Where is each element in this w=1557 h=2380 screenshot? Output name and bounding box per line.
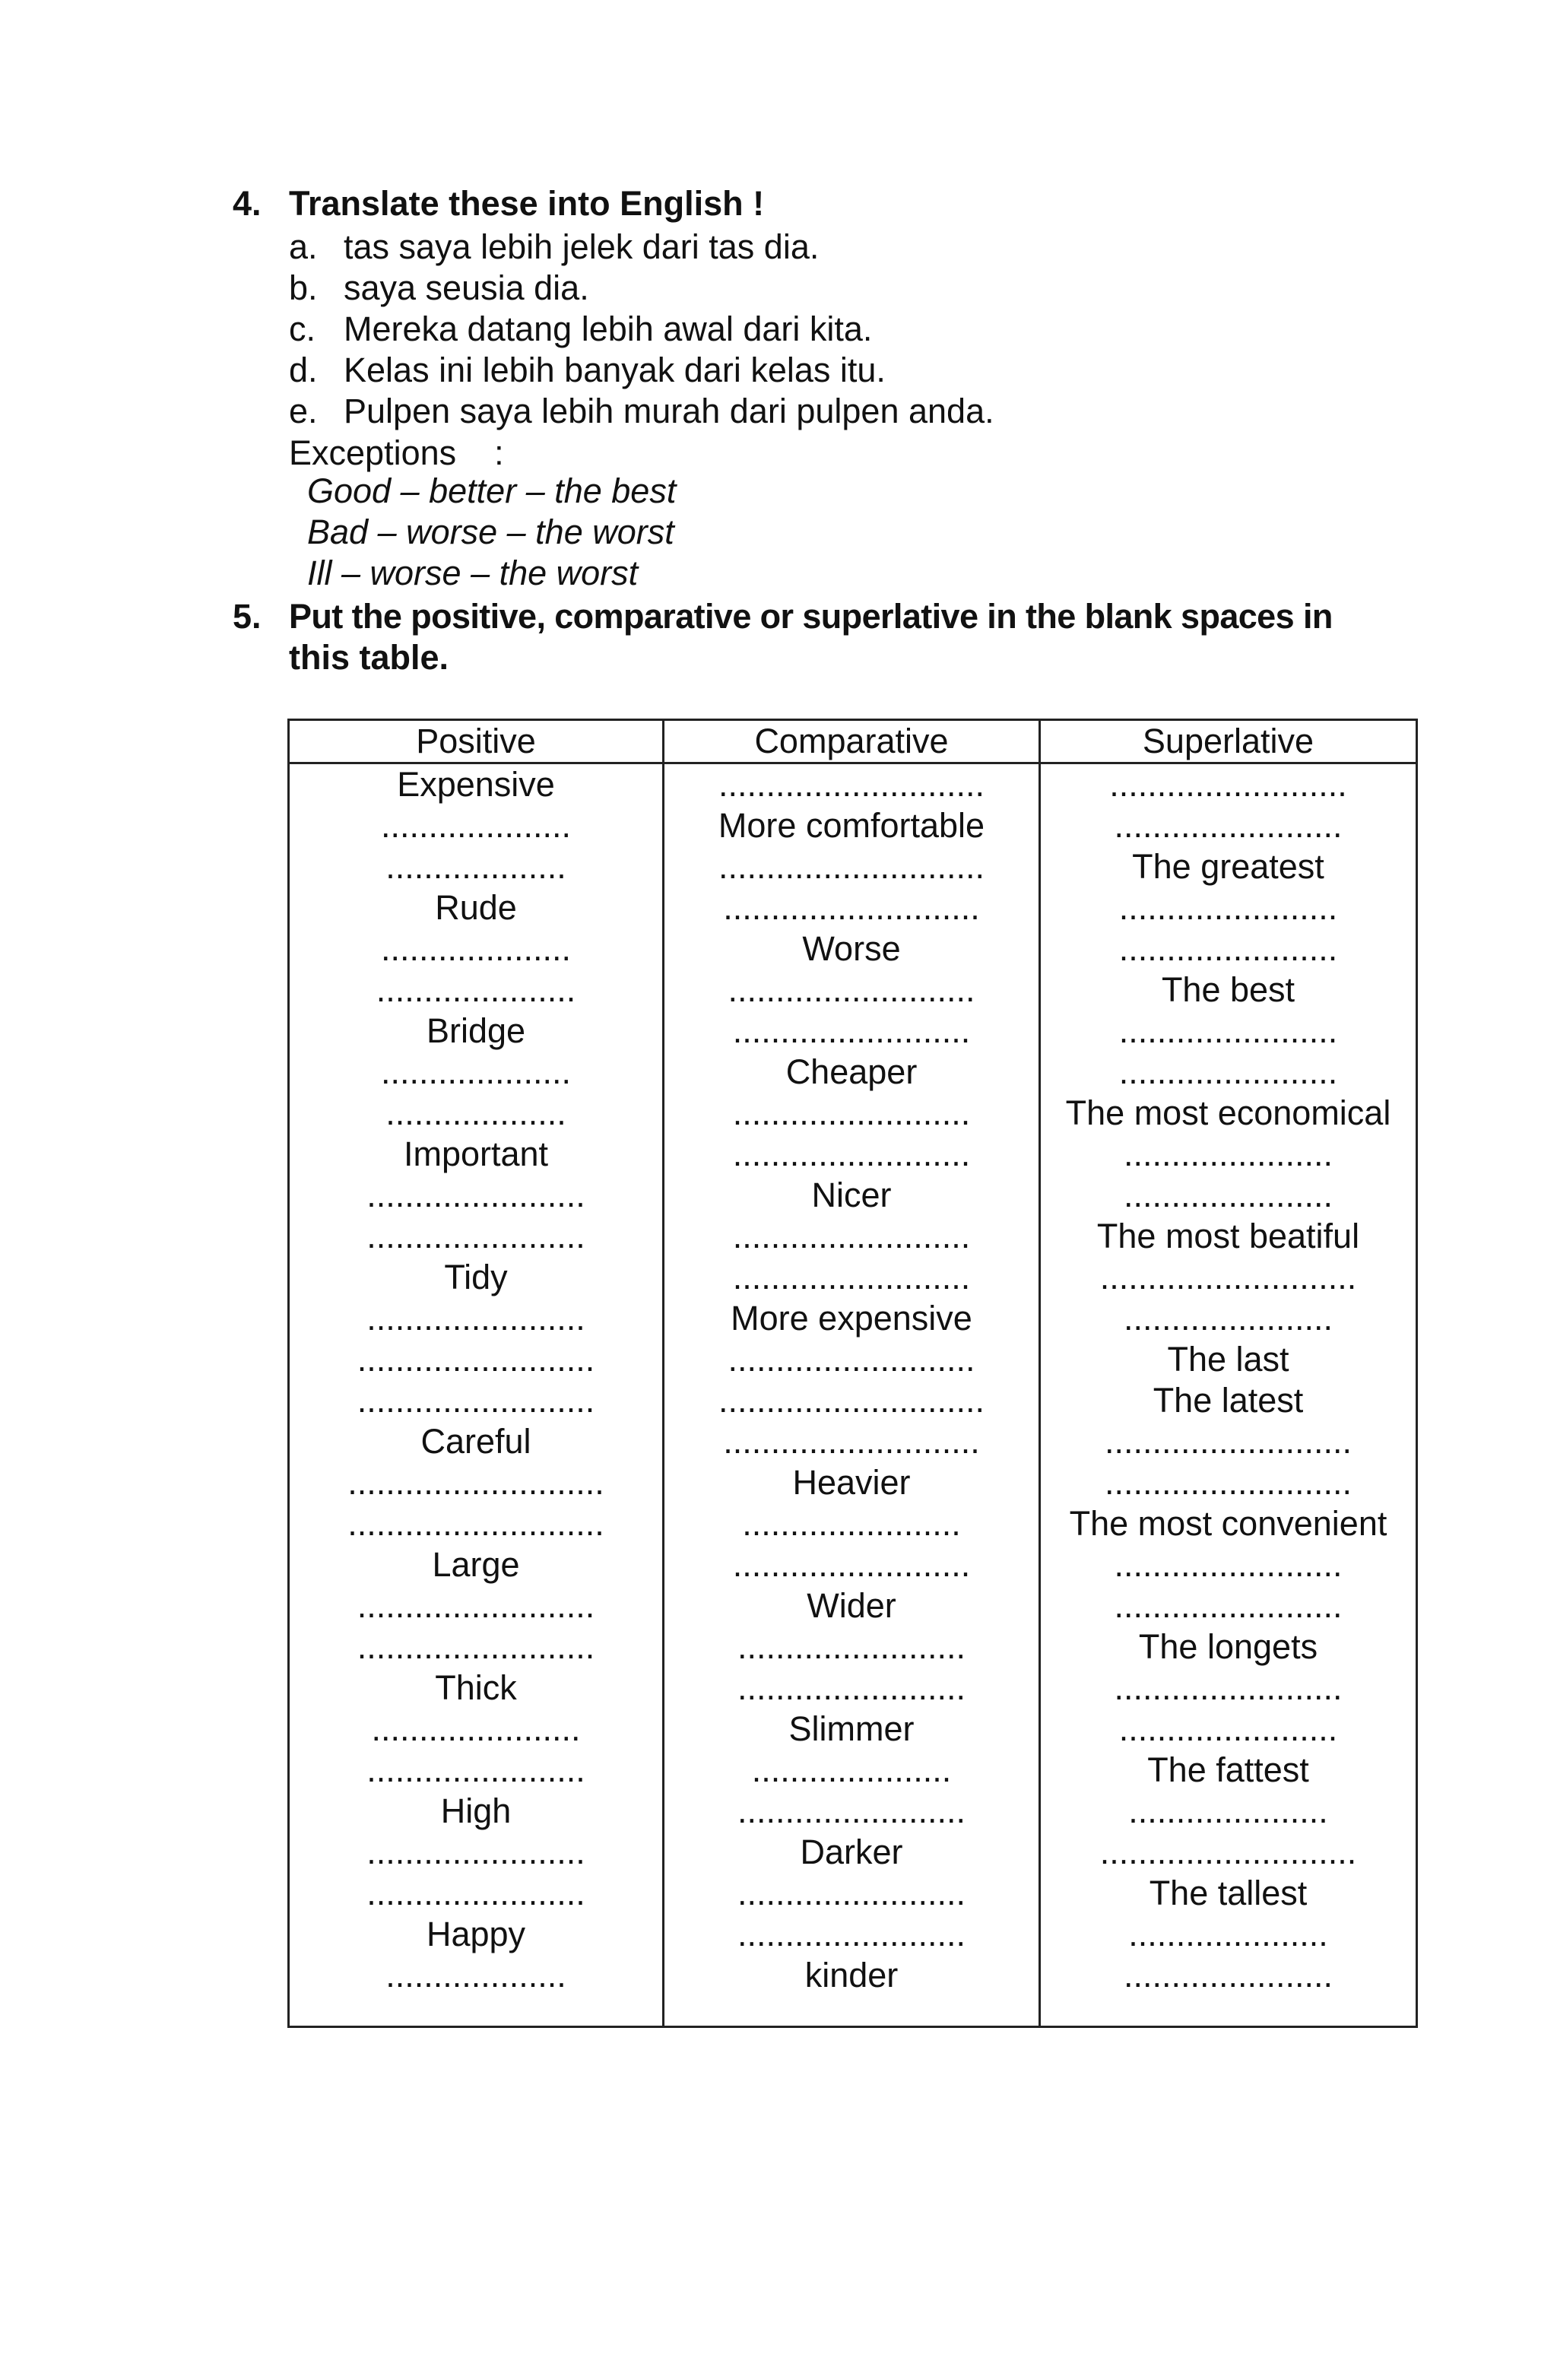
- question-5-number: 5.: [233, 597, 262, 636]
- table-cell-comparative[interactable]: .......................: [742, 1504, 961, 1543]
- table-cell-comparative[interactable]: Worse: [802, 929, 901, 968]
- table-cell-superlative[interactable]: .......................: [1118, 888, 1338, 927]
- table-cell-superlative[interactable]: ...........................: [1099, 1833, 1357, 1871]
- table-cell-positive[interactable]: .........................: [357, 1586, 595, 1625]
- table-cell-comparative[interactable]: kinder: [804, 1956, 899, 1994]
- table-cell-positive[interactable]: .....................: [376, 970, 576, 1009]
- table-cell-comparative[interactable]: ........................: [737, 1874, 966, 1912]
- table-cell-comparative[interactable]: .........................: [732, 1217, 971, 1255]
- table-cell-comparative[interactable]: Cheaper: [785, 1052, 918, 1091]
- table-cell-comparative[interactable]: ........................: [737, 1627, 966, 1666]
- table-cell-superlative[interactable]: The greatest: [1132, 847, 1324, 886]
- question-5-title-line-2: this table.: [289, 638, 449, 677]
- table-cell-superlative[interactable]: .......................: [1118, 929, 1338, 968]
- table-cell-comparative[interactable]: More expensive: [731, 1299, 972, 1338]
- table-cell-superlative[interactable]: ...........................: [1099, 1258, 1357, 1296]
- degrees-of-comparison-table: [287, 719, 1418, 2028]
- table-cell-comparative[interactable]: ............................: [718, 765, 985, 804]
- table-cell-positive[interactable]: High: [440, 1791, 512, 1830]
- table-cell-comparative[interactable]: ..........................: [728, 1340, 975, 1379]
- table-cell-superlative[interactable]: ......................: [1123, 1134, 1333, 1173]
- table-cell-superlative[interactable]: ........................: [1114, 1586, 1343, 1625]
- table-cell-comparative[interactable]: More comfortable: [718, 806, 985, 845]
- table-cell-superlative[interactable]: .......................: [1118, 1011, 1338, 1050]
- table-cell-positive[interactable]: ...........................: [347, 1463, 604, 1502]
- item-letter: d.: [289, 351, 318, 389]
- table-cell-superlative[interactable]: ........................: [1114, 1545, 1343, 1584]
- table-cell-superlative[interactable]: The fattest: [1147, 1750, 1309, 1789]
- table-cell-superlative[interactable]: The longets: [1138, 1627, 1318, 1666]
- table-cell-positive[interactable]: .......................: [366, 1874, 585, 1912]
- table-cell-positive[interactable]: ....................: [380, 806, 572, 845]
- question-4-number: 4.: [233, 184, 262, 223]
- table-header-row: [289, 720, 1417, 763]
- exception-line: Ill – worse – the worst: [307, 554, 639, 592]
- header-superlative: Superlative: [1040, 720, 1417, 763]
- header-comparative: Comparative: [664, 720, 1040, 763]
- table-cell-comparative[interactable]: ............................: [718, 847, 985, 886]
- table-cell-superlative[interactable]: ..........................: [1104, 1422, 1352, 1461]
- table-cell-positive[interactable]: ...................: [385, 1093, 566, 1132]
- table-cell-comparative[interactable]: .........................: [732, 1011, 971, 1050]
- comparative-column: [664, 763, 1040, 2027]
- exceptions-label: Exceptions :: [289, 433, 504, 472]
- table-cell-comparative[interactable]: ..........................: [728, 970, 975, 1009]
- table-cell-comparative[interactable]: .........................: [732, 1545, 971, 1584]
- table-cell-positive[interactable]: Happy: [426, 1915, 526, 1953]
- table-cell-superlative[interactable]: .....................: [1128, 1915, 1328, 1953]
- item-letter: a.: [289, 227, 318, 266]
- table-cell-positive[interactable]: .......................: [366, 1833, 585, 1871]
- header-positive: Positive: [289, 720, 664, 763]
- table-cell-comparative[interactable]: .........................: [732, 1134, 971, 1173]
- table-cell-superlative[interactable]: ........................: [1114, 1668, 1343, 1707]
- item-text: Mereka datang lebih awal dari kita.: [344, 309, 873, 348]
- question-5-title-line-1: Put the positive, comparative or superlative in the blank spaces in: [289, 597, 1333, 636]
- table-cell-positive[interactable]: ...................: [385, 847, 566, 886]
- table-cell-positive[interactable]: .......................: [366, 1176, 585, 1214]
- table-cell-positive[interactable]: Expensive: [397, 765, 555, 804]
- table-cell-positive[interactable]: .......................: [366, 1217, 585, 1255]
- table-cell-superlative[interactable]: ......................: [1123, 1176, 1333, 1214]
- question-4-title: Translate these into English !: [289, 184, 765, 223]
- table-cell-superlative[interactable]: ......................: [1123, 1956, 1333, 1994]
- table-cell-positive[interactable]: Careful: [420, 1422, 531, 1461]
- exception-line: Bad – worse – the worst: [307, 512, 674, 551]
- table-cell-comparative[interactable]: ........................: [737, 1791, 966, 1830]
- table-cell-superlative[interactable]: The most economical: [1065, 1093, 1391, 1132]
- table-cell-comparative[interactable]: Heavier: [792, 1463, 911, 1502]
- table-cell-superlative[interactable]: .....................: [1128, 1791, 1328, 1830]
- table-cell-positive[interactable]: .......................: [366, 1299, 585, 1338]
- table-cell-positive[interactable]: ...........................: [347, 1504, 604, 1543]
- table-cell-comparative[interactable]: ...........................: [723, 1422, 980, 1461]
- table-cell-comparative[interactable]: .....................: [751, 1750, 952, 1789]
- table-cell-superlative[interactable]: .......................: [1118, 1052, 1338, 1091]
- table-cell-comparative[interactable]: Slimmer: [788, 1709, 915, 1748]
- item-letter: c.: [289, 309, 316, 348]
- table-cell-superlative[interactable]: ..........................: [1104, 1463, 1352, 1502]
- table-cell-superlative[interactable]: The last: [1167, 1340, 1289, 1379]
- table-cell-positive[interactable]: Rude: [435, 888, 517, 927]
- table-cell-positive[interactable]: .........................: [357, 1381, 595, 1420]
- table-cell-comparative[interactable]: .........................: [732, 1258, 971, 1296]
- item-text: Kelas ini lebih banyak dari kelas itu.: [344, 351, 886, 389]
- table-cell-comparative[interactable]: .........................: [732, 1093, 971, 1132]
- table-cell-superlative[interactable]: The best: [1161, 970, 1295, 1009]
- item-letter: e.: [289, 392, 318, 430]
- table-body-row: [289, 763, 1417, 2027]
- table-cell-comparative[interactable]: ...........................: [723, 888, 980, 927]
- table-cell-positive[interactable]: ....................: [380, 929, 572, 968]
- table-cell-positive[interactable]: ....................: [380, 1052, 572, 1091]
- item-text: tas saya lebih jelek dari tas dia.: [344, 227, 820, 266]
- superlative-column: [1040, 763, 1417, 2027]
- table-cell-positive[interactable]: Thick: [435, 1668, 517, 1707]
- table-cell-positive[interactable]: .......................: [366, 1750, 585, 1789]
- table-cell-positive[interactable]: Tidy: [444, 1258, 508, 1296]
- table-cell-superlative[interactable]: The latest: [1153, 1381, 1304, 1420]
- table-cell-comparative[interactable]: Wider: [807, 1586, 896, 1625]
- table-cell-comparative[interactable]: ........................: [737, 1668, 966, 1707]
- table-cell-positive[interactable]: .........................: [357, 1340, 595, 1379]
- table-cell-comparative[interactable]: ........................: [737, 1915, 966, 1953]
- table-cell-positive[interactable]: ......................: [371, 1709, 581, 1748]
- table-cell-superlative[interactable]: The most beatiful: [1096, 1217, 1360, 1255]
- table-cell-comparative[interactable]: ............................: [718, 1381, 985, 1420]
- table-cell-superlative[interactable]: The most convenient: [1069, 1504, 1387, 1543]
- table-cell-superlative[interactable]: .......................: [1118, 1709, 1338, 1748]
- positive-column: [289, 763, 664, 2027]
- table-cell-comparative[interactable]: Darker: [800, 1833, 903, 1871]
- item-letter: b.: [289, 268, 318, 307]
- table-cell-positive[interactable]: Important: [403, 1134, 549, 1173]
- item-text: Pulpen saya lebih murah dari pulpen anda.: [344, 392, 994, 430]
- table-cell-positive[interactable]: ...................: [385, 1956, 566, 1994]
- table-cell-superlative[interactable]: The tallest: [1149, 1874, 1308, 1912]
- table-cell-positive[interactable]: Large: [432, 1545, 520, 1584]
- table-cell-comparative[interactable]: Nicer: [811, 1176, 892, 1214]
- table-cell-superlative[interactable]: ........................: [1114, 806, 1343, 845]
- table-cell-superlative[interactable]: .........................: [1109, 765, 1347, 804]
- item-text: saya seusia dia.: [344, 268, 589, 307]
- table-cell-positive[interactable]: .........................: [357, 1627, 595, 1666]
- exception-line: Good – better – the best: [307, 471, 677, 510]
- table-cell-superlative[interactable]: ......................: [1123, 1299, 1333, 1338]
- table-cell-positive[interactable]: Bridge: [426, 1011, 526, 1050]
